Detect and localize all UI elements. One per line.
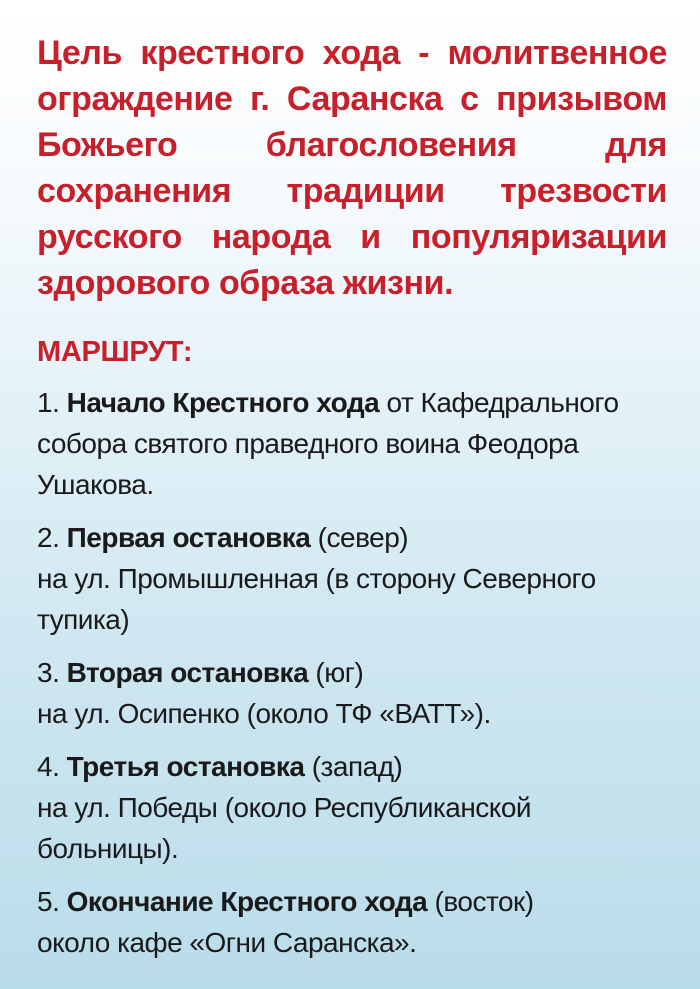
stop-number: 1. — [37, 387, 60, 418]
stop-direction: (запад) — [311, 751, 403, 782]
stop-title: Первая остановка — [66, 522, 311, 553]
route-stop-5 — [37, 881, 667, 963]
stop-text: на ул. Промышленная (в сторону Северного тупика) — [37, 563, 596, 635]
route-stop-4 — [37, 746, 667, 869]
route-stop-3 — [37, 652, 667, 734]
stop-text: от Кафедрального собора святого праведного воина Феодора Ушакова. — [37, 387, 619, 500]
route-stop-2 — [37, 517, 667, 640]
route-heading: МАРШРУТ: — [37, 336, 193, 368]
route-stop-1 — [37, 382, 667, 505]
stop-number: 2. — [37, 522, 60, 553]
stop-title: Вторая остановка — [66, 657, 309, 688]
stop-direction: (север) — [317, 522, 409, 553]
stop-title: Окончание Крестного хода — [66, 886, 428, 917]
stop-number: 5. — [37, 886, 60, 917]
stop-title: Третья остановка — [66, 751, 305, 782]
stop-title: Начало Крестного хода — [66, 387, 380, 418]
stop-text: около кафе «Огни Саранска». — [37, 927, 417, 958]
stop-number: 4. — [37, 751, 60, 782]
leaflet-page — [37, 30, 667, 975]
stop-number: 3. — [37, 657, 60, 688]
stop-direction: (юг) — [315, 657, 364, 688]
intro-paragraph: Цель крестного хода - молитвенное ограждение г. Саранска с призывом Божьего благословения для сохранения традиции трезвости русского народа и популяризации здорового образа жизни. — [37, 34, 667, 302]
stop-direction: (восток) — [434, 886, 534, 917]
stop-text: на ул. Победы (около Республиканской больницы). — [37, 792, 532, 864]
route-list — [37, 382, 667, 963]
stop-text: на ул. Осипенко (около ТФ «ВАТТ»). — [37, 698, 491, 729]
